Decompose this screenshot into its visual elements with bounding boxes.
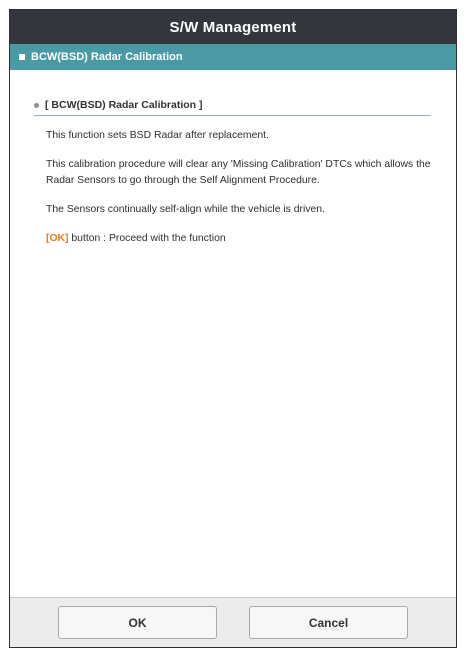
content-heading <box>34 99 431 116</box>
window-title-bar <box>10 10 456 44</box>
description-paragraph-3: The Sensors continually self-align while the vehicle is driven. <box>46 204 325 215</box>
cancel-button[interactable]: Cancel <box>249 606 408 639</box>
instruction-line <box>46 231 431 247</box>
square-bullet-icon <box>19 54 25 60</box>
button-bar <box>10 597 456 647</box>
section-header <box>10 44 456 70</box>
window-title: S/W Management <box>169 18 297 36</box>
ok-button[interactable]: OK <box>58 606 217 639</box>
ok-tag: [OK] <box>46 233 69 244</box>
dot-bullet-icon <box>34 103 39 108</box>
section-title: BCW(BSD) Radar Calibration <box>31 51 183 63</box>
description-paragraph-1: This function sets BSD Radar after replacement. <box>46 130 269 141</box>
content-heading-text: [ BCW(BSD) Radar Calibration ] <box>45 99 203 111</box>
instruction-text: button : Proceed with the function <box>68 233 226 244</box>
sw-management-dialog <box>9 9 457 648</box>
description-paragraph-2: This calibration procedure will clear any 'Missing Calibration' DTCs which allows the Radar Sensors to go through the Self Alignment Procedure. <box>46 159 431 186</box>
content-panel <box>10 70 456 597</box>
